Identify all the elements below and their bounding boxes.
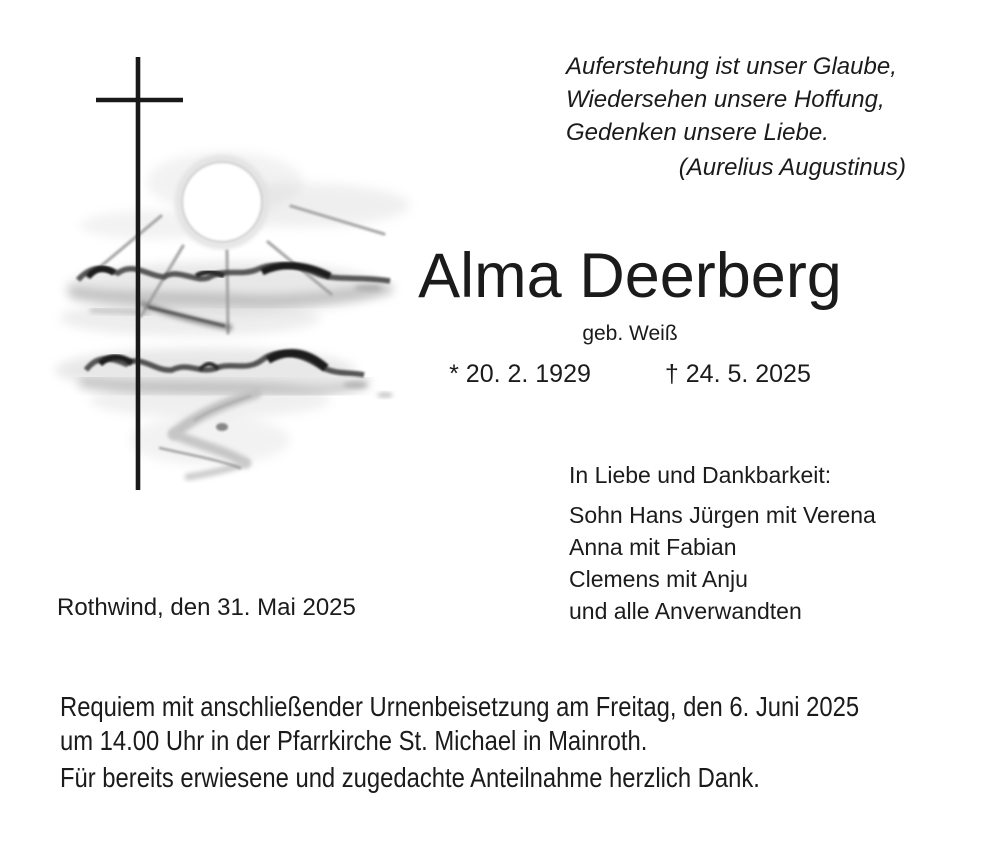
mourner-line: Sohn Hans Jürgen mit Verena: [569, 502, 876, 528]
deceased-name: Alma Deerberg: [418, 241, 842, 311]
memorial-artwork: [15, 25, 445, 500]
mourners-block: [569, 459, 876, 627]
mourner-line: Anna mit Fabian: [569, 534, 737, 560]
service-info: [60, 690, 859, 795]
mourner-line: Clemens mit Anju: [569, 566, 748, 592]
service-line: Requiem mit anschließender Urnenbeisetzung am Freitag, den 6. Juni 2025: [60, 691, 860, 722]
place-date-line: Rothwind, den 31. Mai 2025: [57, 594, 356, 621]
mourner-line: und alle Anverwandten: [569, 598, 802, 624]
quote-line: Gedenken unsere Liebe.: [566, 119, 829, 146]
mourners-intro: In Liebe und Dankbarkeit:: [569, 462, 832, 488]
quote-line: Auferstehung ist unser Glaube,: [566, 53, 897, 80]
service-line: um 14.00 Uhr in der Pfarrkirche St. Michael in Mainroth.: [60, 724, 648, 756]
maiden-name: geb. Weiß: [582, 322, 678, 345]
sun-icon: [178, 158, 266, 246]
memorial-quote: [566, 50, 906, 184]
quote-line: Wiedersehen unsere Hoffung,: [566, 86, 885, 113]
death-date: † 24. 5. 2025: [664, 360, 811, 388]
deceased-block: [410, 243, 850, 346]
life-dates: [410, 360, 850, 389]
thanks-line: Für bereits erwiesene und zugedachte Anteilnahme herzlich Dank.: [60, 762, 760, 793]
quote-attribution: (Aurelius Augustinus): [678, 154, 906, 181]
birth-date: * 20. 2. 1929: [449, 360, 591, 388]
